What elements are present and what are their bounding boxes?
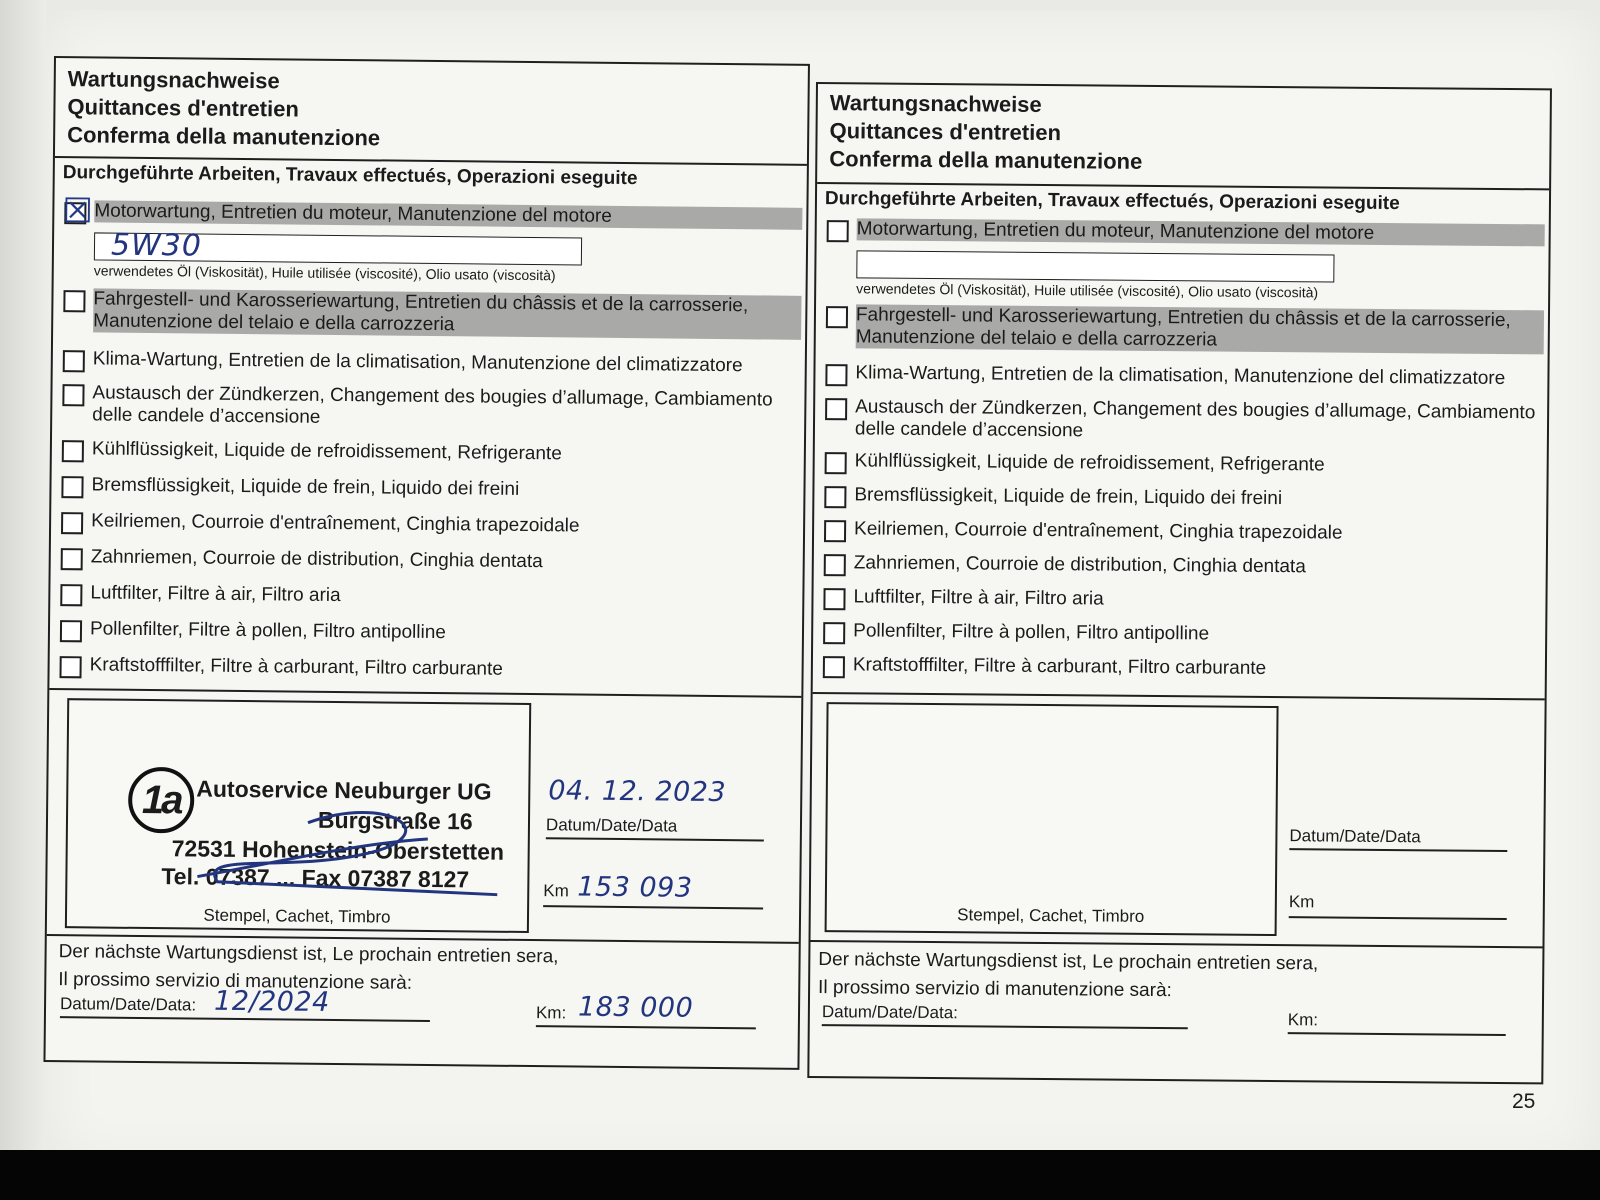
checkbox-brake-fluid[interactable] (61, 476, 83, 498)
next-km-label: Km: (1287, 1010, 1319, 1030)
km-label: Km (543, 881, 569, 901)
checkbox-brake-fluid[interactable] (824, 486, 846, 508)
item-pollen-filter (50, 618, 802, 644)
header-title-it: Conferma della manutenzione (67, 122, 381, 151)
item-coolant (52, 438, 804, 465)
checkbox-coolant[interactable] (825, 452, 847, 474)
next-date-label: Datum/Date/Data: (59, 994, 197, 1015)
item-fuel-filter (50, 654, 802, 680)
checkbox-coolant[interactable] (62, 440, 84, 462)
section-title: Durchgeführte Arbeiten, Travaux effectués, Operazioni eseguite (824, 188, 1400, 215)
page-number: 25 (1512, 1090, 1536, 1113)
item-label: Bremsflüssigkeit, Liquide de frein, Liquido dei freini (91, 474, 520, 500)
item-label: Kraftstofffilter, Filtre à carburant, Filtro carburante (852, 654, 1267, 679)
item-climate (816, 362, 1548, 390)
signature-scribble (157, 781, 518, 905)
item-air-filter (814, 586, 1546, 610)
item-motor (817, 218, 1549, 244)
next-service-text-2: Il prossimo servizio di manutenzione sarà: (58, 969, 413, 994)
item-v-belt (51, 510, 803, 537)
item-label: Bremsflüssigkeit, Liquide de frein, Liquido dei freini (854, 484, 1283, 510)
checkbox-v-belt[interactable] (61, 512, 83, 534)
item-label: Fahrgestell- und Karosseriewartung, Entretien du châssis et de la carrosserie, Manutenzione del telaio e della carrozzeria (93, 288, 801, 339)
date-label: Datum/Date/Data (545, 815, 678, 836)
checkbox-v-belt[interactable] (824, 520, 846, 542)
next-service-text-1: Der nächste Wartungsdienst ist, Le prochain entretien sera, (818, 949, 1319, 975)
item-label: Pollenfilter, Filtre à pollen, Filtro antipolline (853, 620, 1210, 645)
section-title: Durchgeführte Arbeiten, Travaux effectués, Operazioni eseguite (62, 162, 638, 190)
item-brake-fluid (814, 484, 1546, 510)
checkbox-timing-belt[interactable] (824, 554, 846, 576)
checkbox-chassis[interactable] (63, 290, 85, 312)
date-label: Datum/Date/Data (1289, 826, 1421, 847)
oil-viscosity-label: verwendetes Öl (Viskosität), Huile utilisée (viscosité), Olio usato (viscosità) (93, 262, 556, 284)
bottom-shadow (0, 1150, 1600, 1200)
checkbox-motor[interactable] (62, 191, 94, 232)
stamp-line: Burgstraße 16 (317, 806, 473, 835)
item-timing-belt (51, 546, 803, 573)
stamp-caption: Stempel, Cachet, Timbro (957, 905, 1145, 926)
workshop-logo: 1a (128, 767, 195, 834)
item-climate (53, 348, 805, 377)
item-fuel-filter (813, 654, 1545, 679)
next-service-text-1: Der nächste Wartungsdienst ist, Le prochain entretien sera, (58, 941, 559, 968)
header-title-it: Conferma della manutenzione (829, 146, 1143, 174)
next-km-field-line[interactable] (1288, 1032, 1506, 1036)
item-label: Fahrgestell- und Karosseriewartung, Entretien du châssis et de la carrosserie, Manutenzione del telaio e della carrozzeria (856, 304, 1544, 354)
next-date-field-line[interactable] (822, 1024, 1188, 1029)
km-field-line[interactable] (543, 905, 763, 909)
service-km-value: 153 093 (577, 871, 693, 904)
section-divider (813, 692, 1545, 700)
checkbox-air-filter[interactable] (823, 588, 845, 610)
next-km-value: 183 000 (577, 991, 694, 1024)
oil-viscosity-value: 5W30 (110, 227, 203, 264)
item-label: Luftfilter, Filtre à air, Filtro aria (90, 582, 341, 607)
header-title-fr: Quittances d'entretien (67, 94, 299, 122)
km-label: Km (1288, 892, 1315, 912)
item-spark-plugs (815, 396, 1547, 442)
oil-viscosity-field[interactable] (856, 250, 1334, 282)
item-air-filter (50, 582, 802, 607)
stamp-area[interactable] (825, 702, 1279, 936)
checkbox-fuel-filter[interactable] (823, 656, 845, 678)
section-divider (49, 688, 801, 698)
next-date-label: Datum/Date/Data: (821, 1002, 959, 1023)
checkbox-chassis[interactable] (826, 306, 848, 328)
item-label: Motorwartung, Entretien du moteur, Manutenzione del motore (857, 218, 1545, 246)
item-label: Pollenfilter, Filtre à pollen, Filtro antipolline (89, 618, 446, 644)
service-date-value: 04. 12. 2023 (548, 775, 727, 809)
item-label: Austausch der Zündkerzen, Changement des bougies d’allumage, Cambiamento delle candele d’accensione (854, 396, 1536, 442)
panel-header (55, 58, 808, 166)
date-field-line[interactable] (546, 837, 764, 841)
item-label: Zahnriemen, Courroie de distribution, Cinghia dentata (90, 546, 543, 573)
stamp-caption: Stempel, Cachet, Timbro (203, 905, 391, 927)
checked-mark: ☒ (62, 191, 94, 232)
item-label: Keilriemen, Courroie d'entraînement, Cinghia trapezoidale (854, 518, 1343, 544)
item-label: Kühlflüssigkeit, Liquide de refroidissement, Refrigerante (854, 450, 1325, 476)
header-title-fr: Quittances d'entretien (829, 118, 1062, 146)
item-label: Austausch der Zündkerzen, Changement des bougies d’allumage, Cambiamento delle candele d’accensione (92, 382, 773, 428)
panel-header (817, 84, 1550, 190)
item-pollen-filter (813, 620, 1545, 645)
stamp-line: Tel. 07387 ... Fax 07387 8127 (161, 863, 470, 893)
item-label: Klima-Wartung, Entretien de la climatisation, Manutenzione del climatizzatore (855, 362, 1506, 390)
km-field-line[interactable] (1289, 916, 1507, 920)
oil-viscosity-field[interactable] (94, 227, 582, 265)
checkbox-pollen-filter[interactable] (60, 620, 82, 642)
header-title-de: Wartungsnachweise (67, 66, 280, 94)
checkbox-air-filter[interactable] (60, 584, 82, 606)
item-label: Kühlflüssigkeit, Liquide de refroidissement, Refrigerante (91, 438, 562, 465)
next-km-field-line[interactable] (536, 1025, 756, 1029)
next-service-text-2: Il prossimo servizio di manutenzione sarà: (818, 977, 1172, 1002)
checkbox-fuel-filter[interactable] (59, 656, 81, 678)
next-date-value: 12/2024 (213, 985, 330, 1018)
item-chassis (54, 288, 806, 336)
checkbox-climate[interactable] (63, 350, 85, 372)
oil-viscosity-label: verwendetes Öl (Viskosität), Huile utilisée (viscosité), Olio usato (viscosità) (856, 280, 1319, 301)
stamp-line: Autoservice Neuburger UG (196, 775, 492, 805)
date-field-line[interactable] (1289, 848, 1507, 852)
item-v-belt (814, 518, 1546, 544)
item-brake-fluid (52, 474, 804, 500)
item-label: Klima-Wartung, Entretien de la climatisation, Manutenzione del climatizzatore (92, 348, 743, 377)
next-km-label: Km: (535, 1003, 567, 1023)
item-chassis (816, 304, 1548, 351)
checkbox-climate[interactable] (825, 364, 847, 386)
item-label: Zahnriemen, Courroie de distribution, Cinghia dentata (853, 552, 1306, 578)
stamp-line: 72531 Hohenstein-Oberstetten (171, 835, 505, 865)
checkbox-motor[interactable] (827, 220, 849, 242)
item-label: Luftfilter, Filtre à air, Filtro aria (853, 586, 1104, 610)
item-motor (54, 191, 806, 232)
maintenance-record-right (807, 82, 1552, 1084)
maintenance-record-left (43, 56, 809, 1070)
stamp-area (65, 698, 531, 933)
book-spine (0, 0, 46, 1200)
item-label: Keilriemen, Courroie d'entraînement, Cinghia trapezoidale (91, 510, 580, 537)
checkbox-timing-belt[interactable] (61, 548, 83, 570)
checkbox-spark-plugs[interactable] (62, 384, 84, 406)
header-title-de: Wartungsnachweise (829, 90, 1042, 117)
item-timing-belt (814, 552, 1546, 578)
item-spark-plugs (53, 382, 805, 428)
checkbox-spark-plugs[interactable] (825, 398, 847, 420)
item-label: Motorwartung, Entretien du moteur, Manutenzione del motore (94, 200, 802, 229)
item-label: Kraftstofffilter, Filtre à carburant, Filtro carburante (89, 654, 503, 680)
item-coolant (815, 450, 1547, 476)
checkbox-pollen-filter[interactable] (823, 622, 845, 644)
